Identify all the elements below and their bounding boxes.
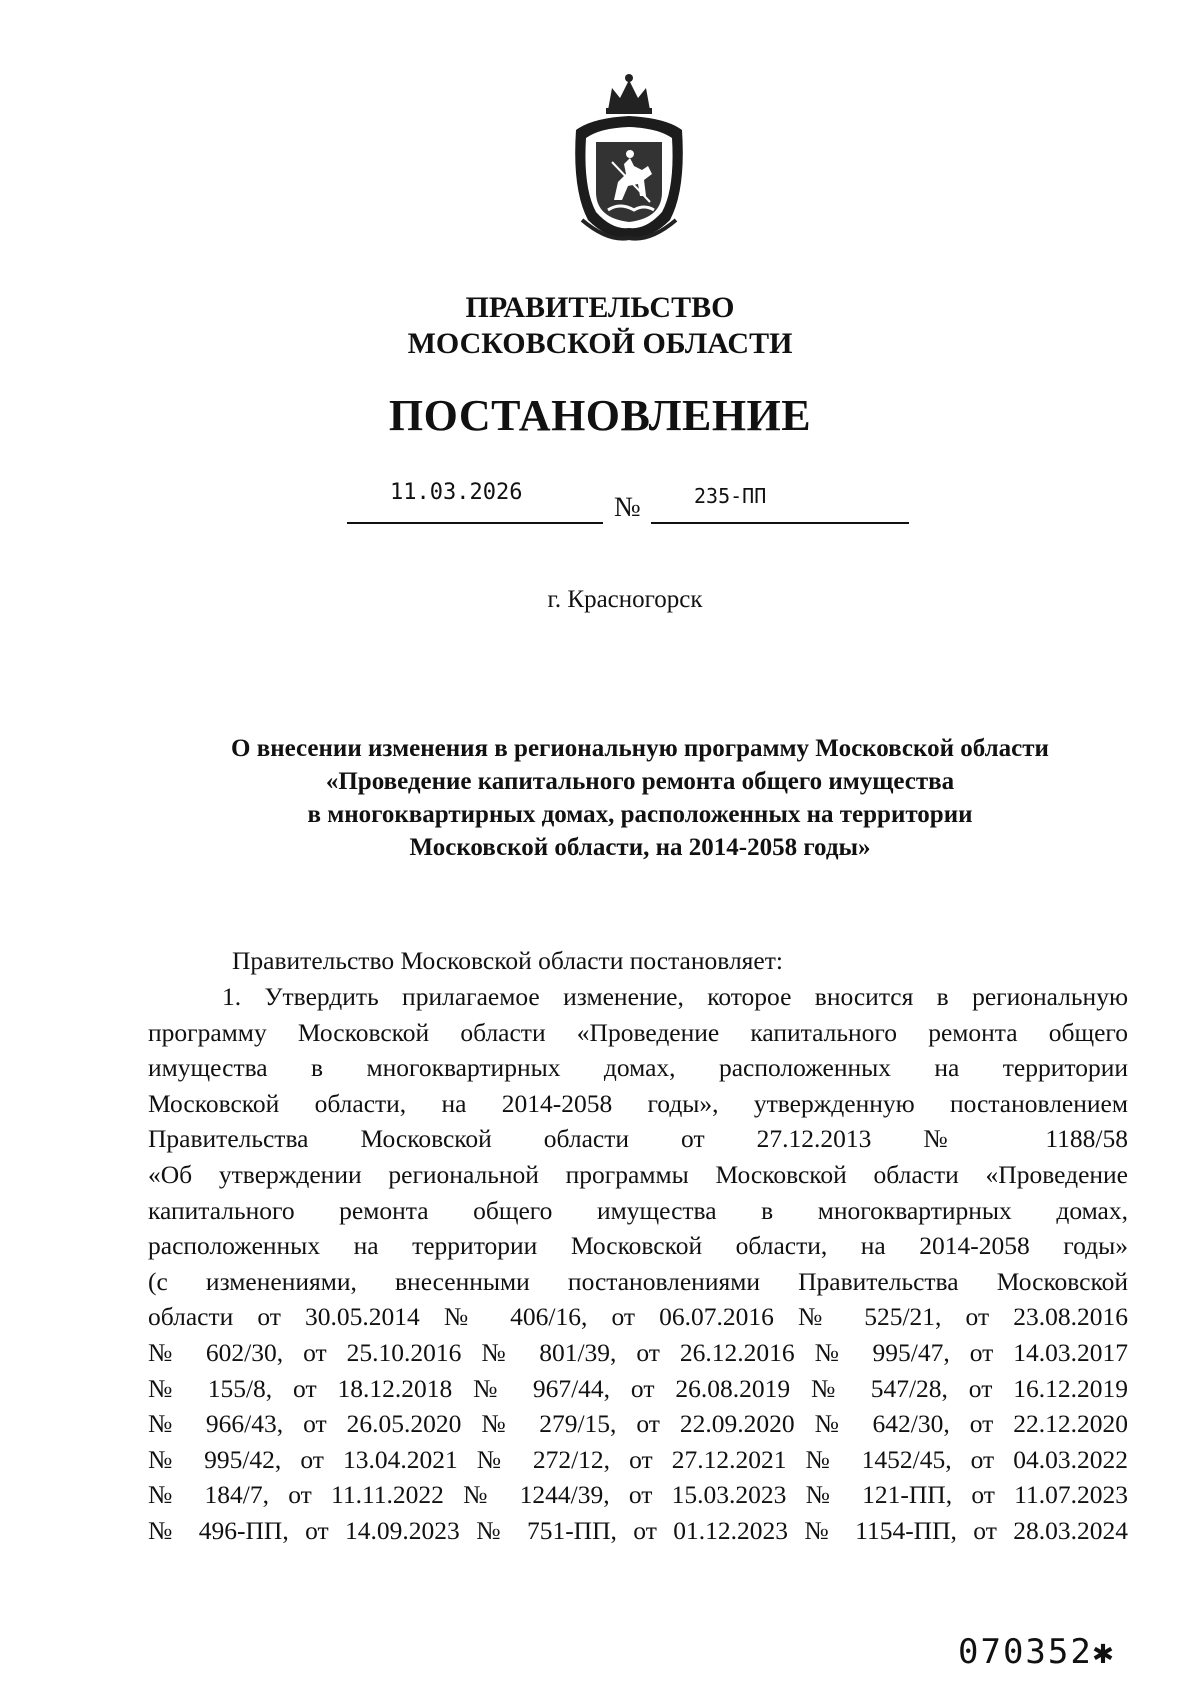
- title-line: Московской области, на 2014-2058 годы»: [409, 834, 871, 861]
- paragraph-line: области от 30.05.2014 № 406/16, от 06.07.2016 № 525/21, от 23.08.2016: [148, 1302, 1128, 1332]
- paragraph-line: № 155/8, от 18.12.2018 № 967/44, от 26.08.2019 № 547/28, от 16.12.2019: [148, 1373, 1128, 1403]
- number-underline: [651, 522, 909, 524]
- title-line: «Проведение капитального ремонта общего имущества: [325, 768, 955, 795]
- serial-number-stamp: [958, 1632, 1115, 1672]
- date-number-line: [0, 480, 1200, 530]
- organization-name-line2: МОСКОВСКОЙ ОБЛАСТИ: [407, 327, 793, 360]
- organization-name-line1: ПРАВИТЕЛЬСТВО: [465, 291, 735, 324]
- paragraph-line: № 496-ПП, от 14.09.2023 № 751-ПП, от 01.12.2023 № 1154-ПП, от 28.03.2024: [148, 1515, 1128, 1545]
- coat-of-arms-icon: [568, 70, 690, 242]
- title-line: О внесении изменения в региональную программу Московской области: [231, 735, 1049, 762]
- document-title: [150, 732, 1130, 864]
- serial-number: 070352: [958, 1632, 1093, 1672]
- paragraph-line: Правительства Московской области от 27.12.2013 № 1188/58: [148, 1124, 1128, 1154]
- paragraph-line: № 602/30, от 25.10.2016 № 801/39, от 26.12.2016 № 995/47, от 14.03.2017: [148, 1337, 1128, 1367]
- paragraph-1: [148, 979, 1128, 1549]
- paragraph-line: расположенных на территории Московской области, на 2014-2058 годы»: [148, 1231, 1128, 1261]
- paragraph-line: № 995/42, от 13.04.2021 № 272/12, от 27.12.2021 № 1452/45, от 04.03.2022: [148, 1444, 1128, 1474]
- asterisk-icon: ✱: [1092, 1632, 1116, 1672]
- title-line: в многоквартирных домах, расположенных на территории: [307, 801, 973, 828]
- number-sign: №: [614, 492, 641, 523]
- paragraph-line: Московской области, на 2014-2058 годы», утвержденную постановлением: [148, 1088, 1128, 1118]
- intro-text: Правительство Московской области постановляет:: [232, 946, 783, 975]
- paragraph-line: № 184/7, от 11.11.2022 № 1244/39, от 15.03.2023 № 121-ПП, от 11.07.2023: [148, 1480, 1128, 1510]
- paragraph-line: программу Московской области «Проведение капитального ремонта общего: [148, 1017, 1128, 1047]
- date-underline: [347, 522, 603, 524]
- paragraph-line: «Об утверждении региональной программы Московской области «Проведение: [148, 1159, 1128, 1189]
- paragraph-line: капитального ремонта общего имущества в многоквартирных домах,: [148, 1195, 1128, 1225]
- document-number: 235-ПП: [694, 484, 767, 508]
- paragraph-line: имущества в многоквартирных домах, расположенных на территории: [148, 1053, 1128, 1083]
- paragraph-line: (с изменениями, внесенными постановлениями Правительства Московской: [148, 1266, 1128, 1296]
- document-date: 11.03.2026: [390, 480, 523, 505]
- intro-paragraph: [148, 943, 1128, 979]
- city: г. Красногорск: [547, 586, 703, 613]
- document-type: ПОСТАНОВЛЕНИЕ: [388, 391, 812, 440]
- paragraph-line: № 966/43, от 26.05.2020 № 279/15, от 22.09.2020 № 642/30, от 22.12.2020: [148, 1409, 1128, 1439]
- paragraph-line: 1. Утвердить прилагаемое изменение, которое вносится в региональную: [222, 982, 1128, 1011]
